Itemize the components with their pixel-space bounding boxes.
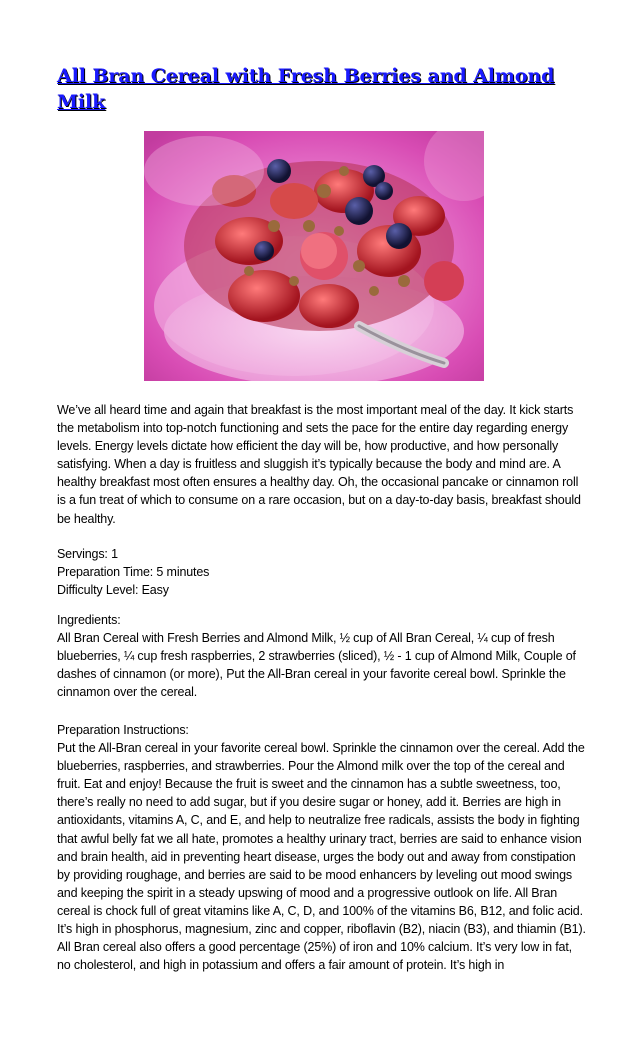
intro-paragraph: [57, 401, 587, 528]
preparation-body: Put the All-Bran cereal in your favorite cereal bowl. Sprinkle the cinnamon over the cereal. Add the blueberries, raspberries, and strawberries. Pour the Almond milk over the top of the cereal and fruit. Eat and enjoy! Because the fruit is sweet and the cinnamon has a subtle sweetness, too, there’s really no need to add sugar, but if you desire sugar or honey, add it. Berries are high in antioxidants, vitamins A, C, and E, and help to neutralize free radicals, assists the body in fighting that awful belly fat we all hate, promotes a healthy urinary tract, berries are said to enhance vision and brain health, aid in preventing heart disease, urges the body out and away from constipation by providing roughage, and berries are said to be mood enhancers by leveling out mood swings and keeping the spirit in a steady upswing of mood and a progressive outlook on life. All Bran cereal is chock full of great vitamins like A, C, D, and 100% of the vitamins B6, B12, and folic acid. It’s high in phosphorus, magnesium, zinc and copper, riboflavin (B2), niacin (B3), and thiamin (B1). All Bran cereal also offers a good percentage (25%) of iron and 10% calcium. It’s very low in fat, no cholesterol, and high in potassium and offers a fair amount of protein. It’s high in: [57, 741, 586, 973]
preparation-heading: Preparation Instructions:: [57, 723, 189, 737]
ingredients-heading: Ingredients:: [57, 613, 121, 627]
intro-text: We’ve all heard time and again that breakfast is the most important meal of the day. It kick starts the metabolism into top-notch functioning and sets the pace for the entire day regarding energy levels. Energy levels dictate how efficient the day will be, how productive, and how personally satisfying. When a day is fruitless and sluggish it’s typically because the body and mind are. A healthy breakfast most often ensures a healthy day. Oh, the occasional pancake or cinnamon roll is a fun treat of which to consume on a rare occasion, but on a day-to-day basis, breakfast should be healthy.: [57, 403, 581, 526]
difficulty-text: Difficulty Level: Easy: [57, 583, 169, 598]
recipe-title[interactable]: All Bran Cereal with Fresh Berries and Almond Milk: [57, 65, 555, 113]
preparation-section: [57, 721, 587, 974]
ingredients-section: [57, 611, 587, 701]
recipe-photo: [144, 131, 484, 381]
ingredients-body: All Bran Cereal with Fresh Berries and Almond Milk, ½ cup of All Bran Cereal, ¼ cup of fresh blueberries, ¼ cup fresh raspberries, 2 strawberries (sliced), ½ - 1 cup of Almond Milk, Couple of dashes of cinnamon (or more), Put the All-Bran cereal in your favorite cereal bowl. Sprinkle the cinnamon over the cereal.: [57, 631, 576, 700]
prep-time-text: Preparation Time: 5 minutes: [57, 565, 210, 580]
servings-text: Servings: 1: [57, 547, 118, 561]
recipe-meta: [57, 545, 587, 599]
